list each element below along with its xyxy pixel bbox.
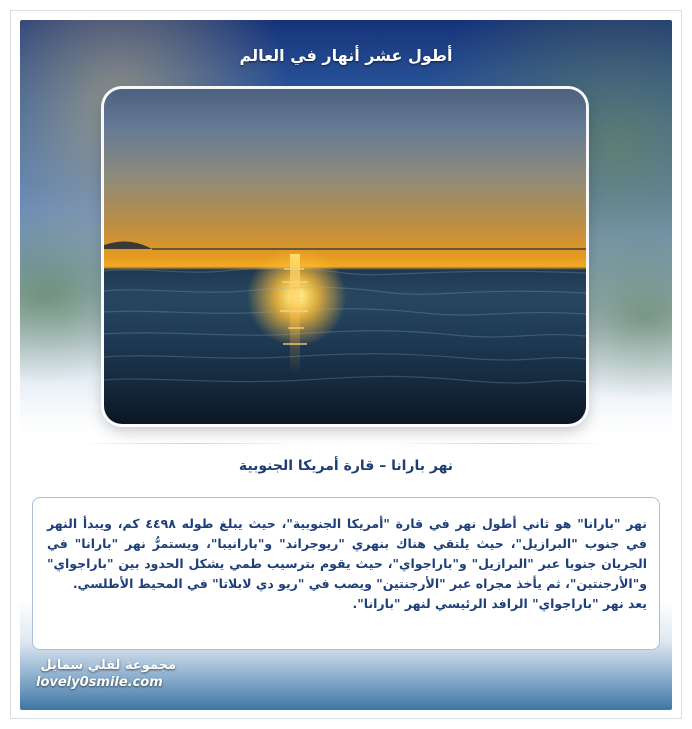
photo-caption: نهر بارانا – قارة أمريكا الجنوبية: [238, 458, 454, 474]
site-name-arabic: مجموعة لفلي سمايل: [40, 658, 176, 673]
river-sunset-photo: [104, 89, 586, 424]
sunset-scene-icon: [104, 89, 586, 424]
article-text-box: [32, 497, 660, 650]
caption-separator-right: [392, 443, 612, 444]
article-paragraph-2: يعد نهر "باراجواي" الرافد الرئيسي لنهر "بارانا".: [352, 596, 647, 611]
page-title: أطول عشر أنهار في العالم: [239, 46, 453, 65]
article-card: [20, 20, 672, 710]
site-url: lovely0smile.com: [36, 675, 163, 690]
article-paragraph-1: نهر "بارانا" هو ثاني أطول نهر في قارة "أمريكا الجنوبية"، حيث يبلغ طوله ٤٤٩٨ كم، ويبدأ النهر في جنوب "البرازيل"، حيث يلتقي هناك بنهري "ريوجراند" و"بارانيبا"، ويستمرُّ نهر "بارانا" في الجريان جنوبا عبر "البرازيل" و"باراجواي"، حيث يقوم بترسيب طمي يشكل الحدود بين "باراجواي" و"الأرجنتين"، ثم يأخذ مجراه عبر "الأرجنتين" ويصب في "ريو دي لابلاتا" في المحيط الأطلسي.: [47, 516, 647, 591]
caption-separator-left: [80, 443, 300, 444]
site-signature: [36, 657, 176, 692]
